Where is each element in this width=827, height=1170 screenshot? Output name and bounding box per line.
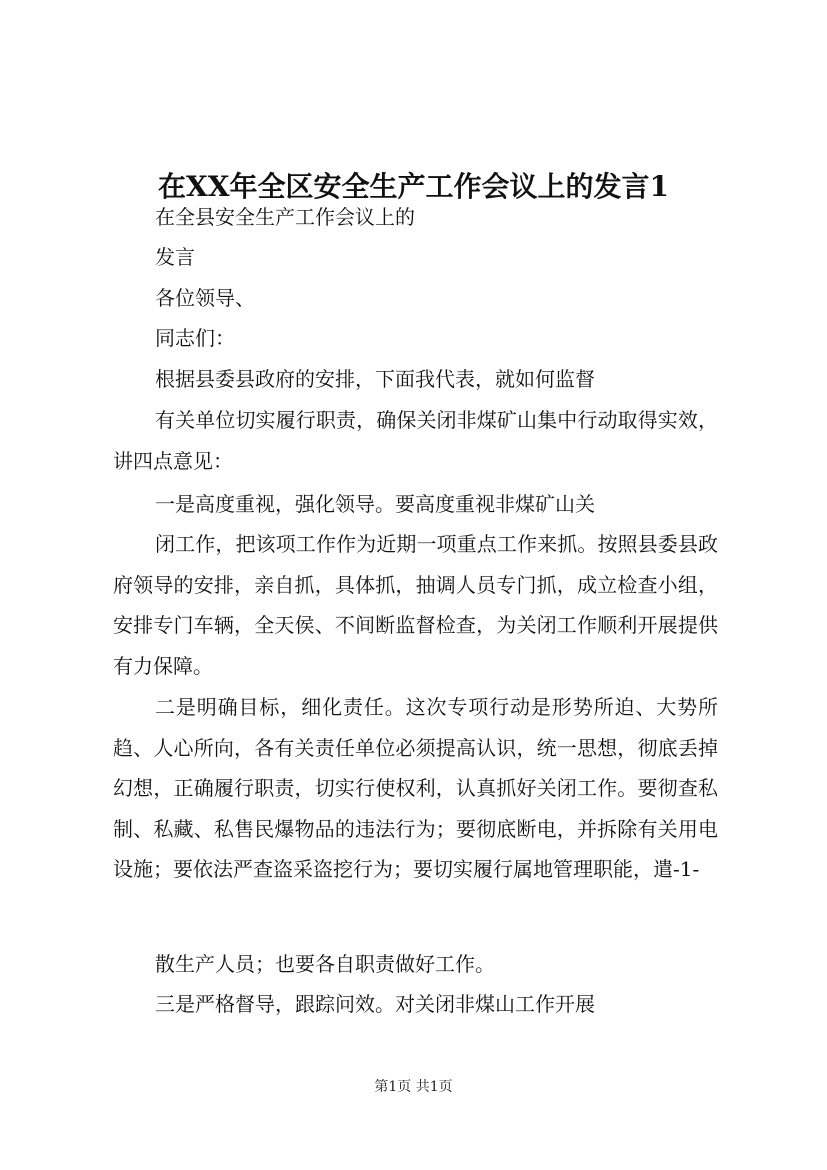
paragraph-intro: 根据县委县政府的安排，下面我代表，就如何监督: [155, 367, 595, 391]
paragraph-point-three: 三是严格督导，跟踪问效。对关闭非煤山工作开展: [155, 992, 595, 1016]
paragraph-salutation-leaders: 各位领导、: [155, 286, 255, 310]
paragraph-point-one-body: 闭工作，把该项工作作为近期一项重点工作来抓。按照县委县政府领导的安排，亲自抓，具体抓，抽调人员专门抓，成立检查小组，安排专门车辆，全天侯、不间断监督检查，为关闭工作顺利开展提供有力保障。: [113, 532, 718, 678]
paragraph-point-two: 二是明确目标，细化责任。这次专项行动是形势所迫、大势所趋、人心所向，各有关责任单位必须提高认识，统一思想，彻底丢掉幻想，正确履行职责，切实行使权利，认真抓好关闭工作。要彻查私制、私藏、私售民爆物品的违法行为；要彻底断电，并拆除有关用电设施；要依法严查盗采盗挖行为；要切实履行属地管理职能，遣-1-: [113, 695, 718, 881]
page-number-footer: 第1页 共1页: [374, 1079, 453, 1095]
paragraph-duty: 有关单位切实履行职责，确保关闭非煤矿山集中行动取得实效，讲四点意见：: [113, 408, 718, 473]
document-title: 在XX年全区安全生产工作会议上的发言1: [158, 169, 669, 203]
paragraph-salutation-comrades: 同志们：: [155, 326, 235, 350]
paragraph-point-one-heading: 一是高度重视，强化领导。要高度重视非煤矿山关: [155, 492, 595, 516]
paragraph-speech-label: 发言: [155, 245, 195, 269]
paragraph-meeting-heading: 在全县安全生产工作会议上的: [155, 205, 415, 229]
paragraph-point-two-continued: 散生产人员；也要各自职责做好工作。: [155, 952, 495, 976]
